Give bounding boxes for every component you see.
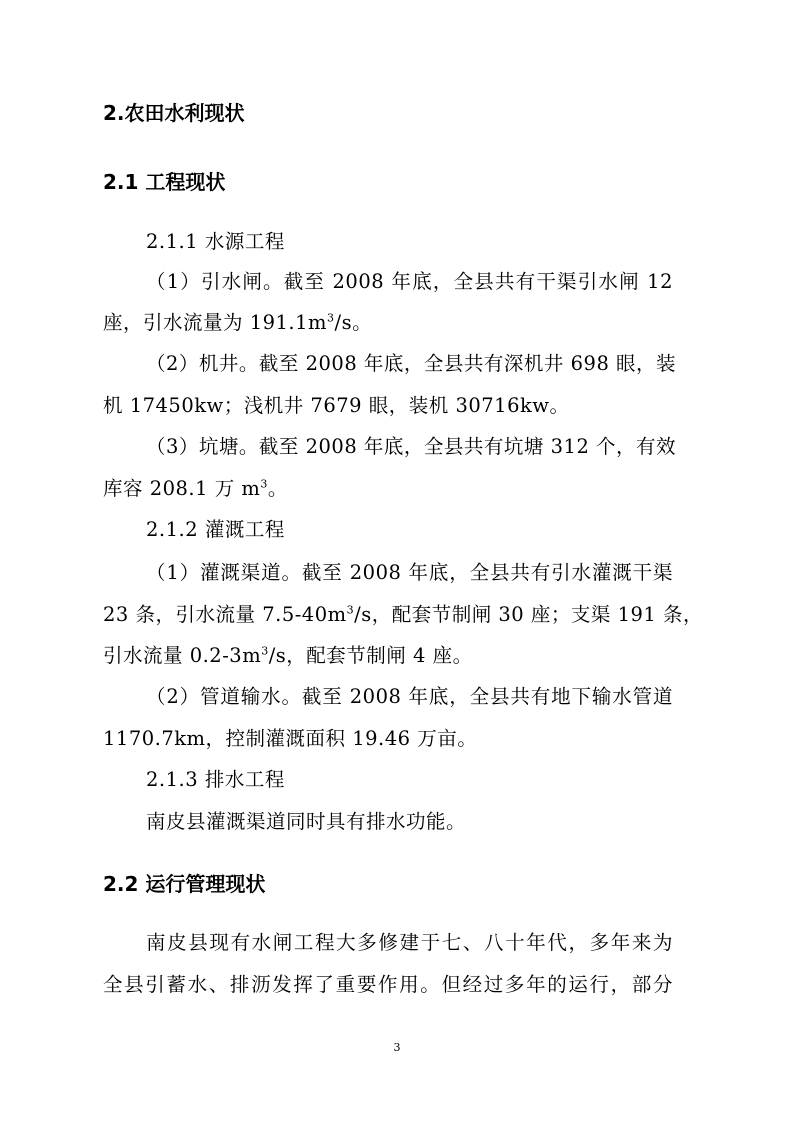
paragraph-qudao-line2: 23 条，引水流量 $7.5-40m^3/s$，配套节制闸 30 座；支渠 191 条， bbox=[103, 603, 704, 626]
paragraph-qudao-line3: 引水流量 $0.2-3m^3/s$，配套节制闸 4 座。 bbox=[103, 644, 473, 667]
heading-section-2-2: 2.2 运行管理现状 bbox=[103, 872, 266, 896]
paragraph-guandao-line2: 1170.7km，控制灌溉面积 19.46 万亩。 bbox=[103, 727, 478, 750]
paragraph-jijing-line1: （2）机井。截至 2008 年底，全县共有深机井 698 眼，装 bbox=[146, 352, 677, 375]
subheading-2-1-2: 2.1.2 灌溉工程 bbox=[146, 518, 285, 541]
subheading-2-1-3: 2.1.3 排水工程 bbox=[146, 768, 285, 791]
subheading-2-1-1: 2.1.1 水源工程 bbox=[146, 230, 285, 253]
heading-section-2-1: 2.1 工程现状 bbox=[103, 170, 226, 194]
paragraph-kengtang-line2: 库容 208.1 万 $m^3$。 bbox=[103, 477, 288, 500]
paragraph-yinshuizha-line1: （1）引水闸。截至 2008 年底，全县共有干渠引水闸 12 bbox=[146, 270, 673, 293]
paragraph-yunxing-line1: 南皮县现有水闸工程大多修建于七、八十年代，多年来为 bbox=[146, 931, 673, 954]
paragraph-kengtang-line1: （3）坑塘。截至 2008 年底，全县共有坑塘 312 个，有效 bbox=[146, 435, 677, 458]
paragraph-jijing-line2: 机 17450kw；浅机井 7679 眼，装机 30716kw。 bbox=[103, 394, 570, 417]
paragraph-paishui: 南皮县灌溉渠道同时具有排水功能。 bbox=[146, 810, 467, 833]
paragraph-yunxing-line2: 全县引蓄水、排沥发挥了重要作用。但经过多年的运行，部分 bbox=[103, 973, 673, 996]
paragraph-yinshuizha-line2: 座，引水流量为 $191.1m^3/s$。 bbox=[103, 311, 373, 334]
heading-section-2: 2.农田水利现状 bbox=[103, 101, 245, 125]
paragraph-qudao-line1: （1）灌溉渠道。截至 2008 年底，全县共有引水灌溉干渠 bbox=[146, 561, 673, 584]
paragraph-guandao-line1: （2）管道输水。截至 2008 年底，全县共有地下输水管道 bbox=[146, 685, 673, 708]
page-number: 3 bbox=[393, 1041, 401, 1054]
